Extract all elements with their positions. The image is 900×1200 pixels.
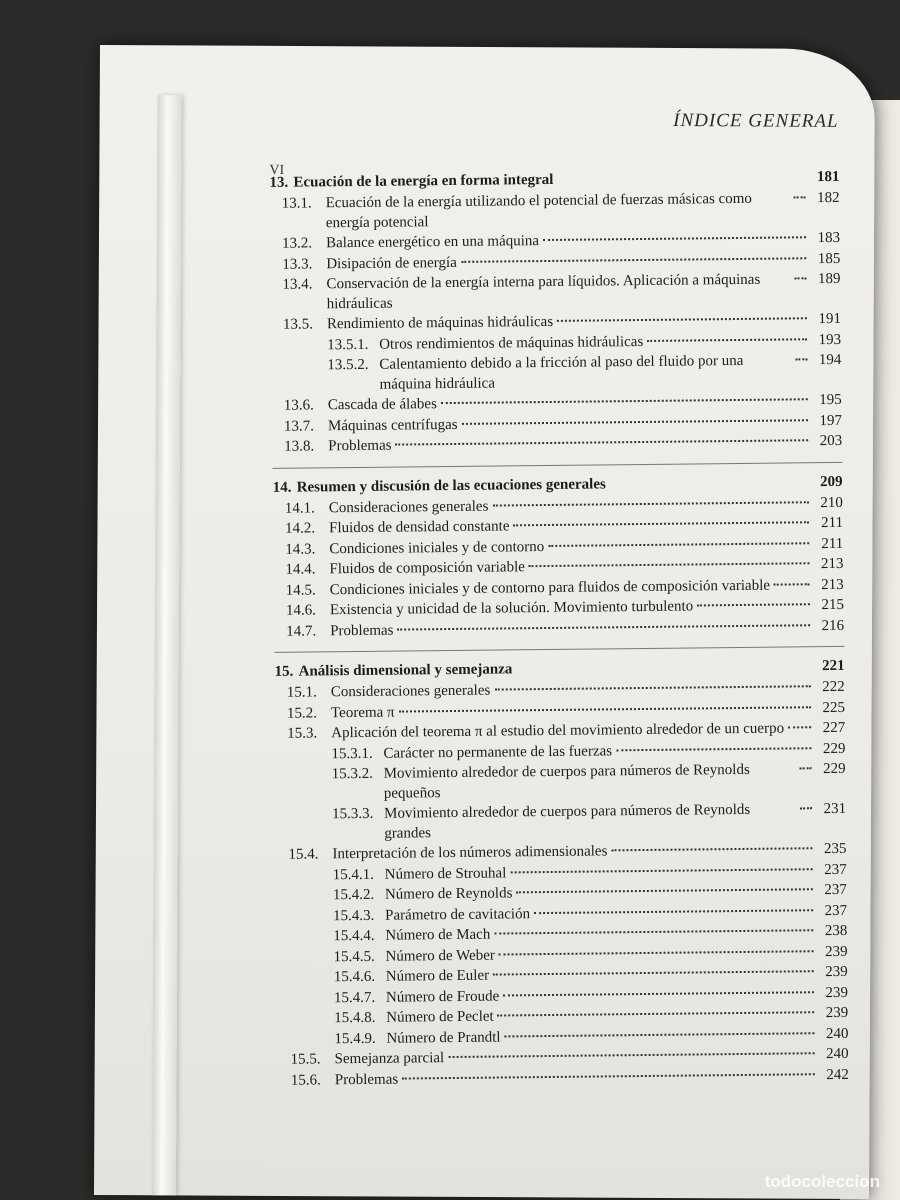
book-page xyxy=(94,45,875,1199)
section-number: 13.8. xyxy=(284,438,315,455)
chapter-title: Ecuación de la energía en forma integral xyxy=(293,171,554,191)
leader-dots xyxy=(534,909,813,914)
section-title: Problemas xyxy=(330,622,394,639)
section-title: Carácter no permanente de las fuerzas xyxy=(383,742,613,762)
section-title: Condiciones iniciales y de contorno para fluidos de composición variable xyxy=(329,577,771,598)
leader-dots xyxy=(494,929,813,934)
toc-entry xyxy=(270,188,840,234)
section-page: 231 xyxy=(823,800,847,818)
leader-dots xyxy=(492,501,808,506)
section-title: Movimiento alrededor de cuerpos para números de Reynolds grandes xyxy=(383,801,751,842)
leader-dots xyxy=(516,888,813,893)
section-page: 213 xyxy=(820,555,844,573)
section-page: 203 xyxy=(819,432,843,450)
section-title: Ecuación de la energía utilizando el potencial de fuerzas másicas como energía potencial xyxy=(325,190,752,232)
section-title: Número de Mach xyxy=(385,926,491,944)
chapter-title: Resumen y discusión de las ecuaciones generales xyxy=(296,475,606,496)
chapter-number: 14. xyxy=(272,479,292,496)
section-page: 225 xyxy=(822,699,846,716)
section-page: 195 xyxy=(819,391,842,409)
section-number: 15.4. xyxy=(288,846,319,863)
leader-dots xyxy=(494,685,810,690)
chapter-title: Análisis dimensional y semejanza xyxy=(298,661,513,680)
section-number: 15.3.2. xyxy=(331,765,373,783)
section-title: Rendimiento de máquinas hidráulicas xyxy=(326,313,554,333)
watermark-logo: todocoleccion xyxy=(764,1172,880,1191)
section-page: 210 xyxy=(820,494,843,511)
section-page: 237 xyxy=(824,902,848,919)
section-page: 182 xyxy=(817,189,840,207)
leader-dots xyxy=(498,1011,815,1016)
section-title: Problemas xyxy=(328,437,392,455)
section-page: 235 xyxy=(823,840,847,858)
leader-dots xyxy=(610,482,809,484)
leader-dots xyxy=(461,257,806,263)
section-page: 193 xyxy=(818,331,842,348)
leader-dots xyxy=(397,624,810,630)
leader-dots xyxy=(794,196,806,198)
section-title: Balance energético en una máquina xyxy=(326,233,540,252)
leader-dots xyxy=(557,317,807,322)
section-title: Semejanza parcial xyxy=(334,1050,445,1068)
section-page: 240 xyxy=(825,1025,849,1042)
section-number: 13.2. xyxy=(282,235,313,252)
leader-dots xyxy=(493,970,814,975)
leader-dots xyxy=(516,666,810,669)
table-of-contents xyxy=(269,166,849,1095)
section-title: Número de Strouhal xyxy=(384,864,507,883)
leader-dots xyxy=(611,847,812,851)
section-title: Problemas xyxy=(334,1071,399,1088)
section-title: Fluidos de composición variable xyxy=(329,559,525,578)
section-title: Fluidos de densidad constante xyxy=(328,518,510,537)
section-number: 14.7. xyxy=(286,622,317,640)
section-number: 14.1. xyxy=(284,499,315,517)
section-number: 15.4.3. xyxy=(333,907,375,924)
section-page: 194 xyxy=(818,351,842,369)
leader-dots xyxy=(510,868,812,873)
section-page: 239 xyxy=(825,1004,849,1022)
section-number: 13.7. xyxy=(283,417,315,435)
section-number: 15.5. xyxy=(290,1051,321,1068)
leader-dots xyxy=(616,747,811,751)
section-number: 13.5.2. xyxy=(327,356,369,374)
running-title: ÍNDICE GENERAL xyxy=(673,110,839,132)
page-number: VI xyxy=(269,162,285,178)
leader-dots xyxy=(794,277,806,279)
leader-dots xyxy=(548,542,809,547)
section-page: 185 xyxy=(817,250,841,267)
section-page: 238 xyxy=(824,922,848,940)
section-number: 14.3. xyxy=(285,540,316,558)
section-number: 13.1. xyxy=(281,195,312,212)
section-number: 13.5. xyxy=(282,316,314,333)
leader-dots xyxy=(543,236,806,241)
section-title: Consideraciones generales xyxy=(330,682,491,701)
section-number: 15.4.5. xyxy=(333,948,375,965)
leader-dots xyxy=(396,439,809,445)
page-binding xyxy=(152,95,182,1195)
section-number: 15.4.2. xyxy=(332,886,375,904)
section-title: Condiciones iniciales y de contorno xyxy=(329,538,545,557)
chapter-number: 13. xyxy=(269,174,289,191)
section-page: 240 xyxy=(826,1045,849,1063)
section-number: 14.4. xyxy=(285,561,316,578)
leader-dots xyxy=(503,991,814,996)
section-title: Parámetro de cavitación xyxy=(385,905,531,924)
toc-entry xyxy=(276,799,846,845)
section-number: 15.3. xyxy=(287,725,318,742)
section-page: 213 xyxy=(821,576,844,593)
section-title: Calentamiento debido a la fricción al paso del fluido por una máquina hidráulica xyxy=(379,352,744,393)
toc-entry xyxy=(270,269,840,315)
section-page: 197 xyxy=(819,412,843,429)
section-number: 15.4.8. xyxy=(334,1009,376,1027)
chapter-page: 221 xyxy=(821,657,845,675)
section-number: 15.4.7. xyxy=(333,989,376,1006)
section-number: 14.2. xyxy=(284,520,316,537)
section-page: 215 xyxy=(821,596,844,614)
section-page: 222 xyxy=(822,678,845,696)
section-title: Movimiento alrededor de cuerpos para números de Reynolds pequeños xyxy=(383,761,750,802)
section-title: Teorema π xyxy=(330,704,395,721)
section-title: Disipación de energía xyxy=(326,254,457,272)
section-number: 15.4.9. xyxy=(334,1030,376,1047)
leader-dots xyxy=(788,726,811,728)
chapter-page: 209 xyxy=(820,473,843,490)
leader-dots xyxy=(399,706,811,712)
section-page: 189 xyxy=(817,270,841,288)
section-number: 13.6. xyxy=(283,397,314,414)
toc-entry xyxy=(271,350,841,396)
leader-dots xyxy=(529,562,810,567)
leader-dots xyxy=(647,338,807,342)
chapter-number: 15. xyxy=(274,663,294,680)
leader-dots xyxy=(462,419,808,425)
leader-dots xyxy=(513,521,809,526)
section-number: 13.3. xyxy=(282,255,313,273)
section-page: 239 xyxy=(824,943,848,960)
section-page: 183 xyxy=(817,229,841,247)
section-title: Cascada de álabes xyxy=(327,396,437,414)
leader-dots xyxy=(499,950,814,955)
leader-dots xyxy=(800,767,812,769)
section-page: 237 xyxy=(824,861,847,878)
section-title: Conservación de la energía interna para líquidos. Aplicación a máquinas hidráulicas xyxy=(326,271,761,313)
section-number: 15.4.4. xyxy=(333,927,375,945)
section-number: 15.1. xyxy=(286,684,317,701)
chapter-page: 181 xyxy=(816,168,840,186)
section-page: 237 xyxy=(824,881,847,899)
section-number: 13.4. xyxy=(282,276,313,293)
leader-dots xyxy=(505,1032,815,1037)
section-title: Existencia y unicidad de la solución. Movimiento turbulento xyxy=(329,598,694,619)
leader-dots xyxy=(800,807,812,809)
section-page: 239 xyxy=(825,963,848,981)
section-page: 211 xyxy=(821,535,844,552)
section-title: Máquinas centrífugas xyxy=(327,416,458,434)
section-title: Aplicación del teorema π al estudio del movimiento alrededor de un cuerpo xyxy=(331,720,785,742)
leader-dots xyxy=(557,177,805,180)
section-number: 15.3.1. xyxy=(331,745,373,762)
section-title: Número de Froude xyxy=(385,988,500,1006)
section-title: Consideraciones generales xyxy=(328,498,489,516)
section-title: Otros rendimientos de máquinas hidráulicas xyxy=(379,333,644,353)
section-title: Número de Peclet xyxy=(386,1008,494,1026)
section-page: 239 xyxy=(825,984,849,1001)
section-number: 14.5. xyxy=(285,581,316,599)
leader-dots xyxy=(774,583,810,585)
toc-entry xyxy=(276,759,846,805)
section-title: Interpretación de los números adimensionales xyxy=(332,843,608,863)
leader-dots xyxy=(448,1052,814,1058)
section-title: Número de Prandtl xyxy=(386,1029,501,1047)
leader-dots xyxy=(697,603,810,606)
leader-dots xyxy=(795,358,807,360)
section-page: 191 xyxy=(818,310,841,328)
section-title: Número de Weber xyxy=(385,947,495,965)
section-title: Número de Reynolds xyxy=(384,885,513,903)
section-number: 14.6. xyxy=(285,602,317,619)
section-page: 227 xyxy=(822,719,846,737)
section-number: 15.6. xyxy=(290,1071,321,1089)
section-number: 15.3.3. xyxy=(331,805,374,823)
section-number: 15.4.1. xyxy=(332,866,375,883)
chapter-section xyxy=(272,461,844,641)
section-number: 15.4.6. xyxy=(333,968,376,986)
section-page: 211 xyxy=(821,514,844,532)
leader-dots xyxy=(402,1073,815,1079)
chapter-section xyxy=(269,166,842,457)
chapter-section xyxy=(274,646,849,1091)
section-page: 229 xyxy=(823,760,846,778)
section-number: 13.5.1. xyxy=(327,336,369,353)
section-number: 15.2. xyxy=(286,704,318,722)
leader-dots xyxy=(441,398,808,404)
section-page: 242 xyxy=(826,1066,849,1083)
section-page: 229 xyxy=(822,740,846,757)
section-page: 216 xyxy=(821,617,845,634)
section-title: Número de Euler xyxy=(385,967,490,985)
